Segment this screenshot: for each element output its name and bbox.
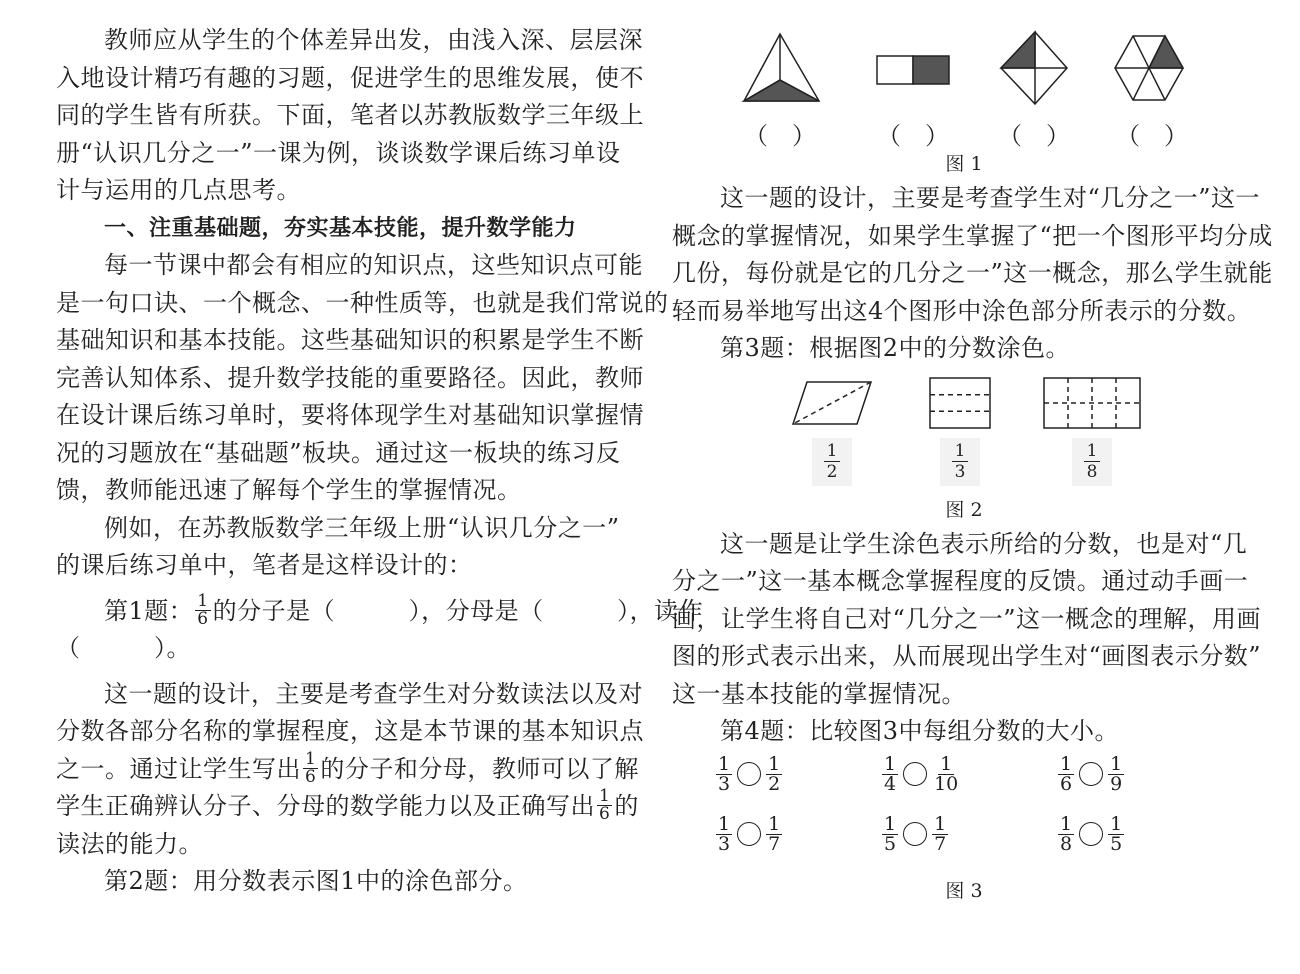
question-1-prefix: 第1题： [104,596,194,625]
fraction-denominator: 4 [884,772,897,795]
fraction-numerator: 1 [1084,443,1101,462]
figure-2-caption: 图 2 [945,498,983,521]
fraction [1108,812,1124,855]
paragraph-line: 的课后练习单中，笔者是这样设计的： [56,551,473,579]
fraction [932,812,948,855]
fraction-numerator: 1 [1110,812,1123,835]
fraction-denominator: 2 [826,461,838,482]
section-heading: 一、注重基础题，夯实基本技能，提升数学能力 [104,215,577,241]
fraction [303,748,318,787]
fraction-denominator: 2 [768,772,781,795]
fraction-denominator: 9 [1110,772,1123,795]
paragraph-line: 况的习题放在“基础题”板块。通过这一板块的练习反 [56,438,621,467]
paragraph-line: 分之一”这一基本概念掌握程度的反馈。通过动手画一 [672,567,1249,595]
fraction [1108,752,1124,795]
paragraph-line: 画，让学生将自己对“几分之一”这一概念的理解，用画 [672,604,1262,633]
compare-pair [880,752,962,795]
fraction-denominator: 7 [768,832,781,855]
compare-circle[interactable] [1079,762,1103,786]
question-1 [56,590,704,631]
fraction-denominator: 7 [934,832,947,855]
fraction [882,812,898,855]
fraction-label [940,438,980,486]
fraction-denominator: 3 [954,461,966,482]
compare-circle[interactable] [1079,822,1103,846]
figure-1-caption: 图 1 [945,153,983,175]
compare-pair [714,812,784,855]
fraction-numerator: 1 [884,752,897,775]
fraction-label [1072,438,1112,486]
fraction [1058,812,1074,855]
fraction [882,752,898,795]
fraction-numerator: 1 [718,812,731,835]
text-span: 的 [614,792,639,820]
fraction-denominator: 6 [599,804,611,824]
fraction-denominator: 6 [1060,772,1073,795]
paragraph-line: 在设计课后练习单时，要将体现学生对基础知识掌握情 [56,401,644,429]
paragraph-line: 入地设计精巧有趣的习题，促进学生的思维发展，使不 [56,63,644,92]
paragraph-line: 每一节课中都会有相应的知识点，这些知识点可能 [104,251,643,279]
question-1-line2: （ ）。 [56,634,191,662]
rectangle-eighths-shape [1044,378,1140,428]
paragraph-line: 概念的掌握情况，如果学生掌握了“把一个图形平均分成 [672,221,1273,250]
compare-pair [1056,752,1126,795]
compare-circle[interactable] [903,762,927,786]
figure-2 [672,376,1256,494]
figure-3 [672,751,1256,875]
question-1-text: 的分子是（ ），分母是（ ），读作 [212,596,704,625]
paragraph-line [56,748,639,789]
rectangle-thirds-shape [930,378,990,428]
paragraph-line: 分数各部分名称的掌握程度，这是本节课的基本知识点 [56,717,644,745]
paragraph-line: 图的形式表示出来，从而展现出学生对“画图表示分数” [672,642,1262,670]
fraction-denominator: 3 [718,772,731,795]
fraction-numerator: 1 [197,590,209,611]
paragraph-line: 同的学生皆有所获。下面，笔者以苏教版数学三年级上 [56,101,644,129]
fraction-numerator: 1 [768,752,781,775]
fraction [932,752,960,795]
paragraph-line: 是一句口诀、一个概念、一种性质等，也就是我们常说的 [56,288,669,317]
fraction [716,812,732,855]
fraction-denominator: 5 [1110,832,1123,855]
fraction-label [812,438,852,486]
fraction-numerator: 1 [824,443,841,462]
fraction-denominator: 3 [718,832,731,855]
paragraph-line: 册“认识几分之一”一课为例，谈谈数学课后练习单设 [56,138,621,167]
fraction-numerator: 1 [599,786,611,806]
figure-2-shapes [672,376,1256,438]
paragraph-line: 教师应从学生的个体差异出发，由浅入深、层层深 [104,26,643,54]
paragraph-line: 完善认知体系、提升数学技能的重要路径。因此，教师 [56,363,644,392]
figure-3-caption: 图 3 [945,879,983,902]
fraction-numerator: 1 [1060,812,1073,835]
text-span: 之一。通过让学生写出 [56,754,301,783]
paragraph-line: 几份，每份就是它的几分之一”这一概念，那么学生就能 [672,259,1273,287]
fraction-denominator: 6 [305,766,317,787]
parallelogram-shape [793,382,871,424]
paragraph-line: 基础知识和基本技能。这些基础知识的积累是学生不断 [56,326,644,354]
fraction-numerator: 1 [884,812,897,835]
question-3: 第3题：根据图2中的分数涂色。 [720,334,1071,362]
left-column [56,22,704,901]
paragraph-line [56,788,638,826]
paragraph-line: 这一题的设计，主要是考查学生对分数读法以及对 [104,679,643,708]
fraction [1058,752,1074,795]
figure-1-shapes [672,18,1256,118]
paragraph-line: 馈，教师能迅速了解每个学生的掌握情况。 [56,476,522,504]
fraction-numerator: 1 [952,443,969,462]
fraction-denominator: 8 [1060,832,1073,855]
hexagon-shape [1115,36,1183,100]
compare-pair [714,752,784,795]
fraction [597,788,612,823]
fraction [195,590,210,629]
text-span: 学生正确辨认分子、分母的数学能力以及正确写出 [56,792,595,820]
question-4: 第4题：比较图3中每组分数的大小。 [720,717,1120,745]
fraction-numerator: 1 [1110,752,1123,775]
diamond-shape [1001,32,1067,104]
paragraph-line: 例如，在苏教版数学三年级上册“认识几分之一” [104,513,620,542]
paragraph-line: 读法的能力。 [56,829,203,858]
fraction-numerator: 1 [768,812,781,835]
fraction-denominator: 8 [1086,461,1098,482]
fraction-denominator: 6 [197,608,209,629]
figure-1 [672,18,1256,148]
fraction-numerator: 1 [718,752,731,775]
fraction-numerator: 1 [1060,752,1073,775]
fraction-numerator: 1 [940,752,953,775]
paragraph-line: 计与运用的几点思考。 [56,176,301,204]
paragraph-line: 这一基本技能的掌握情况。 [672,679,966,708]
compare-pair [880,812,950,855]
text-span: 的分子和分母，教师可以了解 [320,754,639,783]
fraction-numerator: 1 [934,812,947,835]
question-2: 第2题：用分数表示图1中的涂色部分。 [104,867,528,895]
triangle-shape [744,34,819,101]
fraction-denominator: 5 [884,832,897,855]
answer-paren: （ ） [744,122,816,150]
answer-paren: （ ） [877,122,949,150]
paragraph-line: 这一题是让学生涂色表示所给的分数，也是对“几 [720,529,1248,558]
compare-circle[interactable] [903,822,927,846]
fraction [766,812,782,855]
fraction [766,752,782,795]
right-column [672,18,1273,907]
fraction-denominator: 10 [934,772,959,795]
compare-pair [1056,812,1126,855]
compare-circle[interactable] [737,822,761,846]
fraction [716,752,732,795]
compare-circle[interactable] [737,762,761,786]
paragraph-line: 这一题的设计，主要是考查学生对“几分之一”这一 [720,184,1261,212]
fraction-numerator: 1 [305,748,317,769]
rectangle-shape [877,56,949,84]
paragraph-line: 轻而易举地写出这4个图形中涂色部分所表示的分数。 [672,296,1252,325]
answer-paren: （ ） [1116,122,1188,150]
answer-paren: （ ） [998,122,1070,150]
